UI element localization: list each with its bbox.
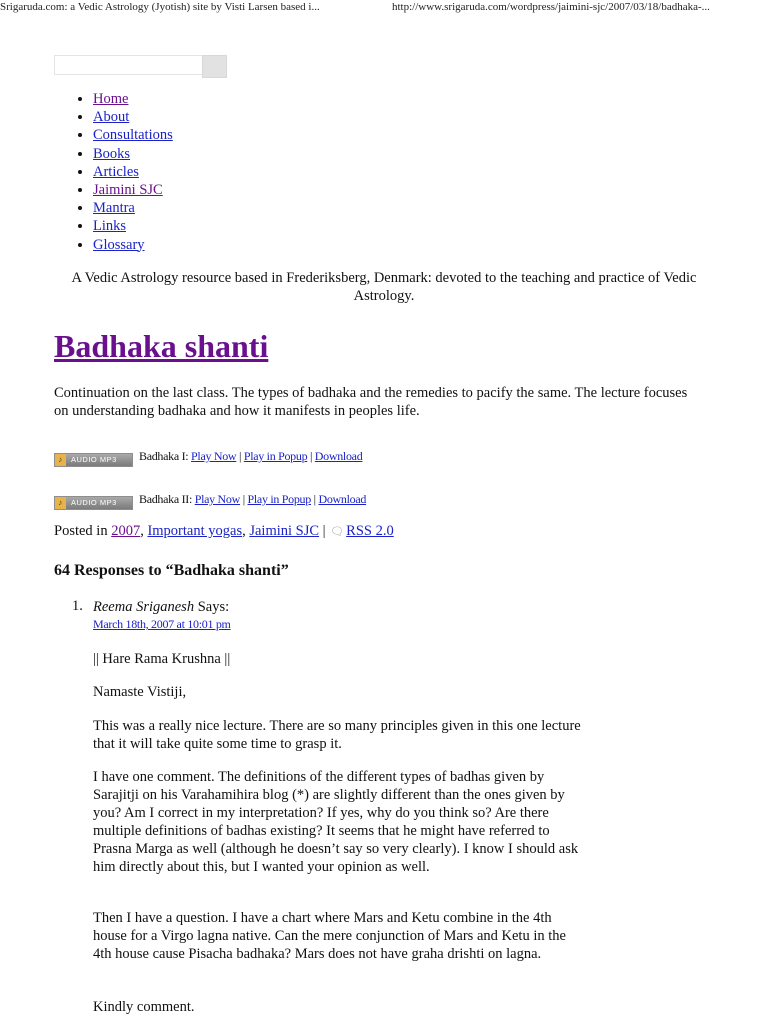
nav-item-about xyxy=(93,108,173,126)
main-nav xyxy=(54,90,173,254)
nav-link-links[interactable]: Links xyxy=(93,218,127,235)
download-link[interactable]: Download xyxy=(314,449,363,463)
audio-badge-label: AUDIO MP3 xyxy=(71,455,117,464)
speaker-icon: ♪ xyxy=(55,454,66,466)
nav-item-links xyxy=(93,217,173,235)
speaker-icon: ♪ xyxy=(55,497,66,509)
responses-heading: 64 Responses to “Badhaka shanti” xyxy=(54,562,289,579)
search-form xyxy=(54,55,227,78)
nav-link-books[interactable]: Books xyxy=(93,145,131,162)
comment-author: Reema Sriganesh xyxy=(93,599,195,615)
play-now-link[interactable]: Play Now xyxy=(191,449,237,463)
comment-paragraph: Then I have a question. I have a chart where Mars and Ketu combine in the 4th house for a Virgo lagna native. Can the mere conjunction of Mars and Ketu in the 4th house cause Pisacha badhaka? Mars does not have graha drishti on lagna. xyxy=(93,910,566,962)
nav-item-home xyxy=(93,90,173,108)
browser-header xyxy=(0,0,768,14)
play-now-link[interactable]: Play Now xyxy=(194,492,240,506)
audio-badge xyxy=(54,496,133,510)
post-intro: Continuation on the last class. The types of badhaka and the remedies to pacify the same. The lecture focuses on understanding badhaka and how it manifests in peoples life. xyxy=(54,385,688,419)
post-title-link[interactable]: Badhaka shanti xyxy=(54,328,269,364)
comment-paragraph: This was a really nice lecture. There are so many principles given in this one lecture that it will take quite some time to grasp it. xyxy=(93,718,581,752)
audio-badge xyxy=(54,453,133,467)
comment-date-link[interactable]: March 18th, 2007 at 10:01 pm xyxy=(93,617,231,631)
post-title xyxy=(54,326,268,366)
category-link-jaimini-sjc[interactable]: Jaimini SJC xyxy=(249,523,320,539)
nav-link-articles[interactable]: Articles xyxy=(93,163,139,180)
nav-link-mantra[interactable]: Mantra xyxy=(93,200,135,217)
comment-paragraph: I have one comment. The definitions of the different types of badhas given by Sarajitji on his Varahamihira blog (*) are slightly different than the ones given by you? Am I correct in my interpretation? If yes, why do you think so? Are there multiple definitions of badhas existing? It seems that he might have referred to Prasna Marga as well (although he doesn’t say so very clearly). I know I should ask him directly about this, but I wanted your opinion as well. xyxy=(93,769,579,875)
page-title-text: Srigaruda.com: a Vedic Astrology (Jyotish) site by Visti Larsen based i... xyxy=(0,1,320,13)
nav-item-jaimini-sjc xyxy=(93,181,173,199)
nav-link-glossary[interactable]: Glossary xyxy=(93,236,145,253)
nav-link-home[interactable]: Home xyxy=(93,91,129,107)
comment-paragraph: Namaste Vistiji, xyxy=(93,684,187,700)
rss-link[interactable]: RSS 2.0 xyxy=(346,523,394,539)
nav-item-books xyxy=(93,145,173,163)
posted-in-label: Posted in xyxy=(54,523,108,539)
page-url-text: http://www.srigaruda.com/wordpress/jaimini-sjc/2007/03/18/badhaka-... xyxy=(392,1,710,13)
audio-row-1: ♪ AUDIO MP3 Badhaka I: Play Now | Play in Popup | Download xyxy=(54,449,362,467)
audio-row-2: ♪ AUDIO MP3 Badhaka II: Play Now | Play in Popup | Download xyxy=(54,492,366,510)
nav-item-consultations xyxy=(93,126,173,144)
search-button[interactable] xyxy=(202,55,227,78)
play-popup-link[interactable]: Play in Popup xyxy=(247,492,311,506)
download-link[interactable]: Download xyxy=(318,492,367,506)
nav-item-mantra xyxy=(93,199,173,217)
category-link-important-yogas[interactable]: Important yogas xyxy=(147,523,243,539)
comment-author-line xyxy=(93,598,583,616)
comment-paragraph: Kindly comment. xyxy=(93,999,195,1015)
audio-label: Badhaka II: xyxy=(139,492,193,506)
comment-says: Says: xyxy=(197,599,230,615)
comment-paragraph: || Hare Rama Krushna || xyxy=(93,651,231,667)
audio-label: Badhaka I: xyxy=(139,449,189,463)
comment-date-line xyxy=(93,616,583,632)
nav-link-about[interactable]: About xyxy=(93,109,130,126)
nav-item-glossary xyxy=(93,236,173,254)
nav-item-articles xyxy=(93,163,173,181)
site-tagline: A Vedic Astrology resource based in Frederiksberg, Denmark: devoted to the teaching and practice of Vedic Astrology. xyxy=(71,270,697,304)
search-input[interactable] xyxy=(54,55,203,75)
nav-link-consultations[interactable]: Consultations xyxy=(93,127,173,144)
comment-number: 1. xyxy=(72,598,83,614)
audio-badge-label: AUDIO MP3 xyxy=(71,498,117,507)
post-meta: Posted in 2007, Important yogas, Jaimini SJC | 🗨 RSS 2.0 xyxy=(54,523,394,539)
comment-bubble-icon: 🗨 xyxy=(330,526,345,538)
nav-link-jaimini-sjc[interactable]: Jaimini SJC xyxy=(93,181,163,198)
category-link-2007[interactable]: 2007 xyxy=(111,523,141,539)
play-popup-link[interactable]: Play in Popup xyxy=(243,449,308,463)
comment-body xyxy=(93,598,583,1015)
